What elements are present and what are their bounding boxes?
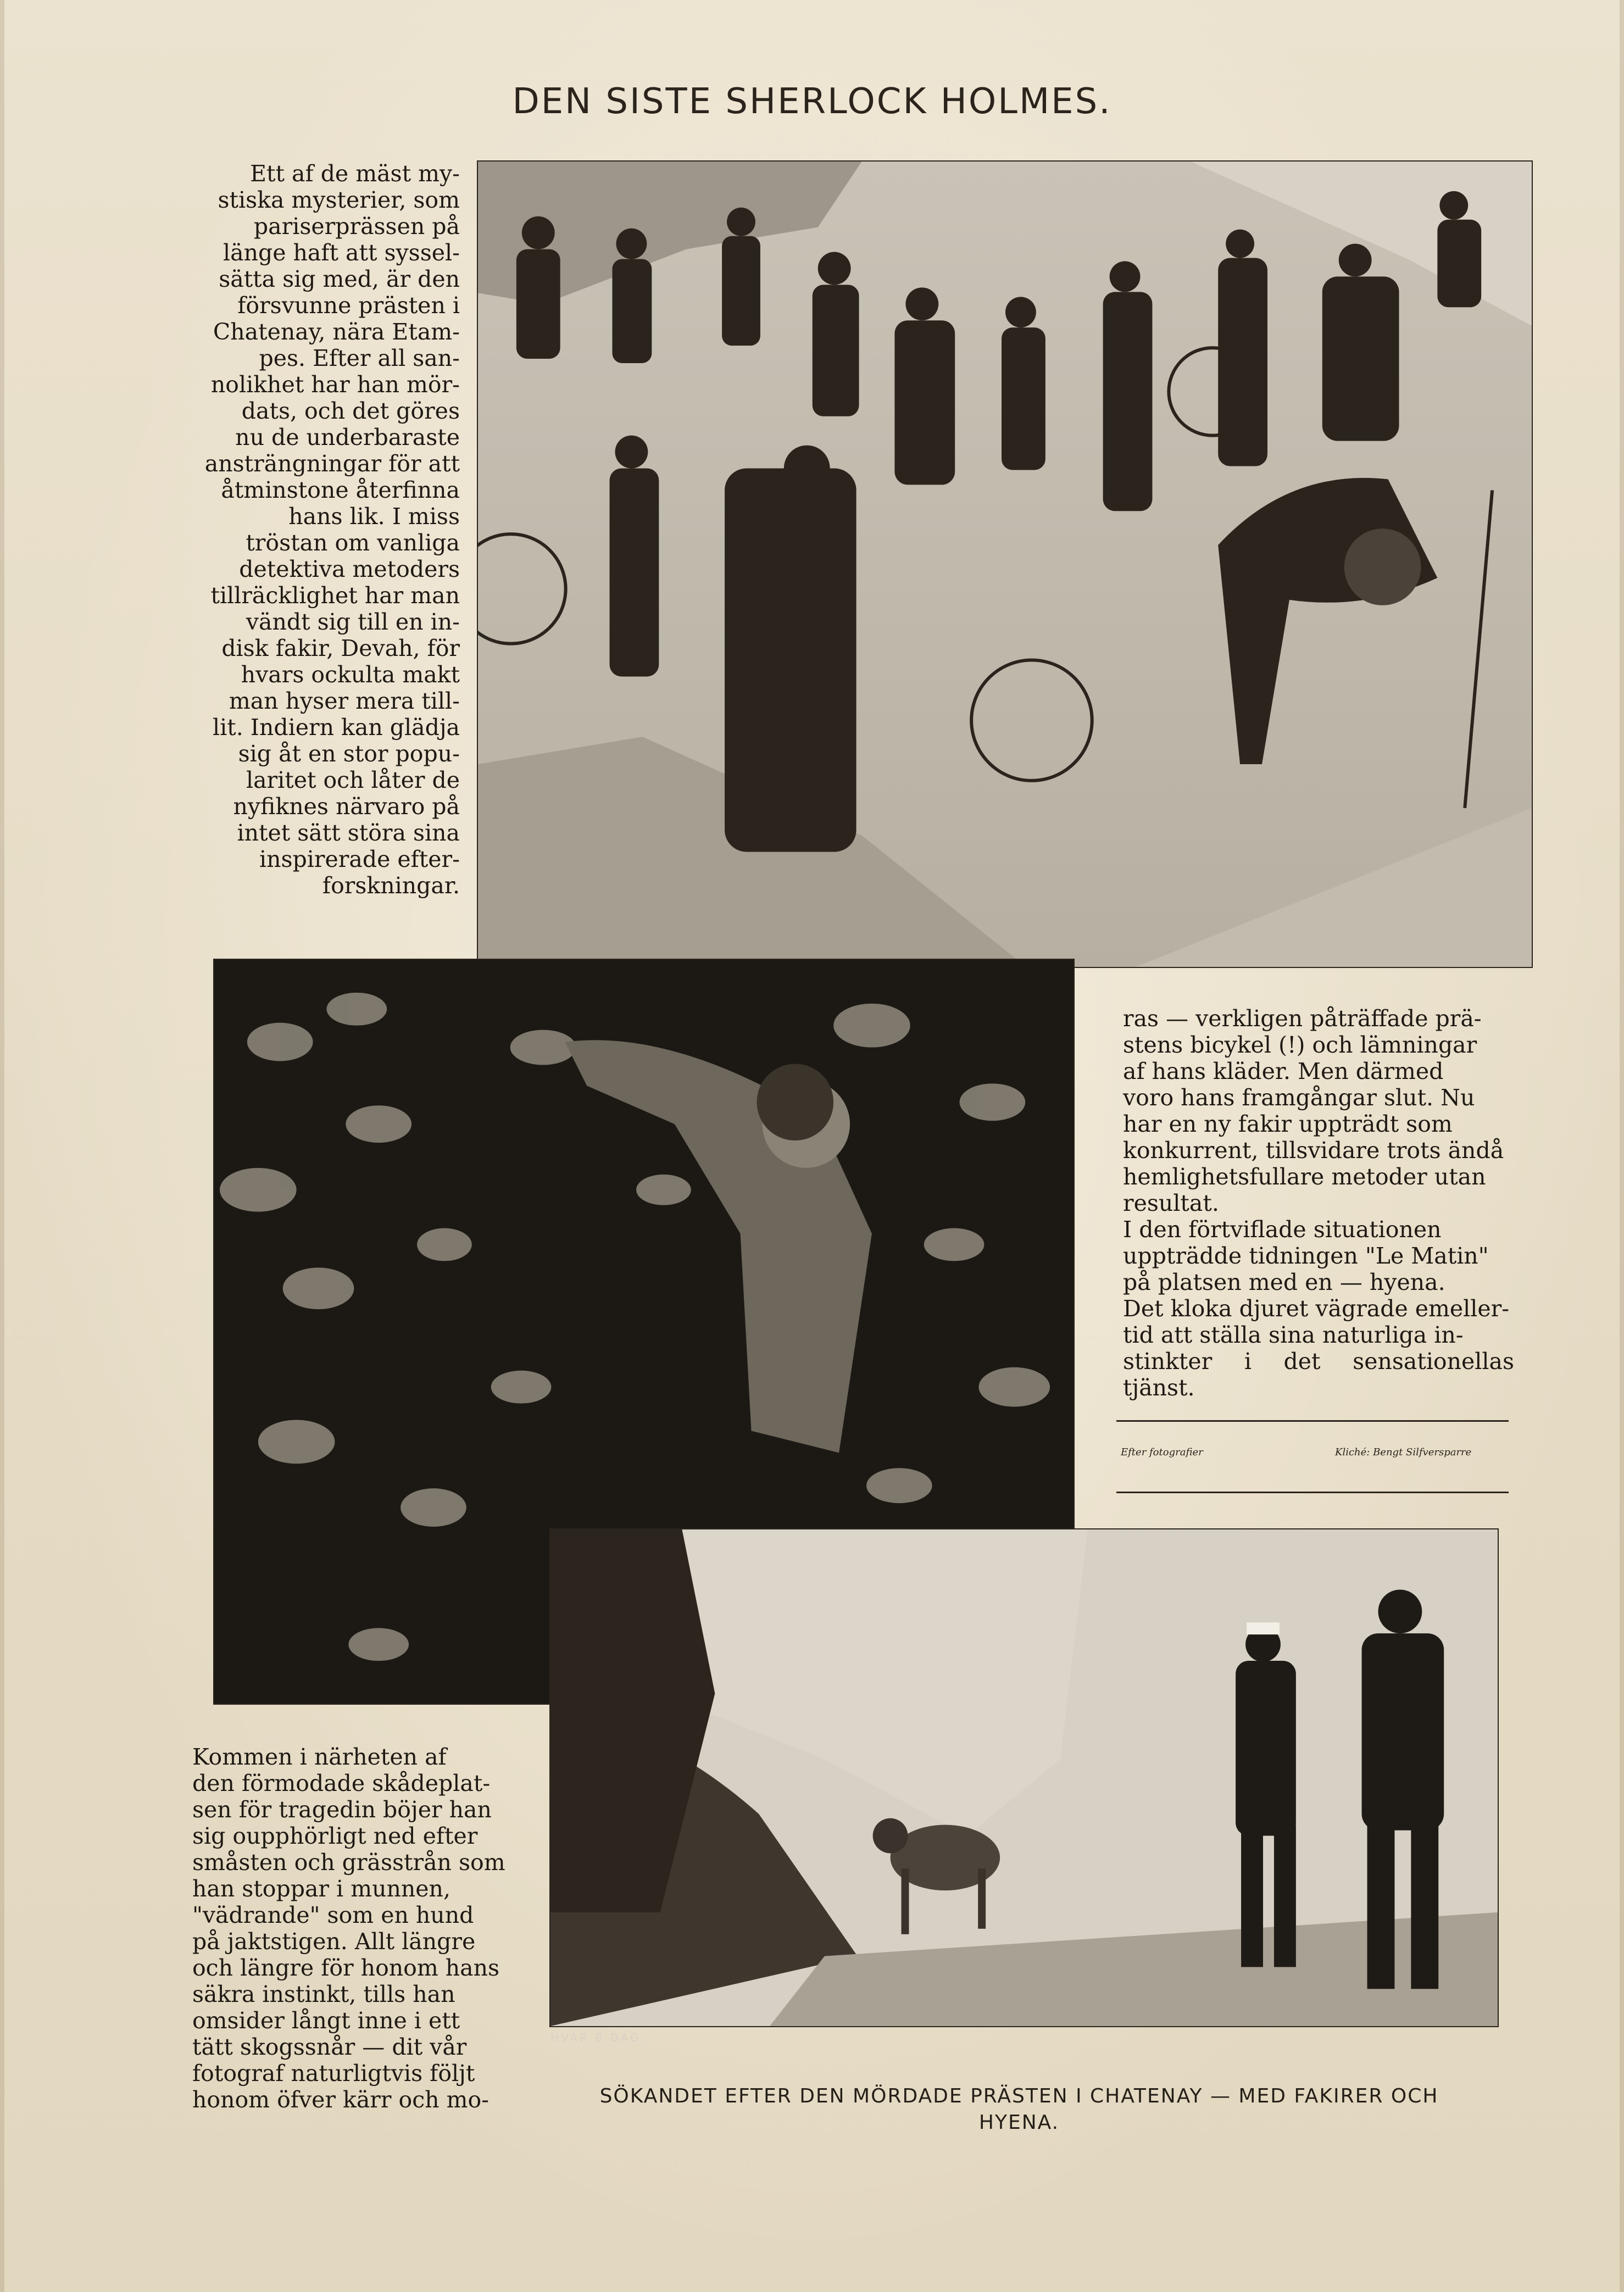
photo-plate-mark: HVAR 8 DAG. [550,2031,647,2044]
middle-text-column: ras — verkligen påträffade prä- stens bicykel (!) och lämningar af hans kläder. Men därmed voro hans framgångar slut. Nu har en ny fakir uppträdt som konkurrent, tillsvidare trots ändå hemlighetsfullare metoder utan resultat. I den förtviflade situationen uppträdde tidningen "Le Matin" på platsen med en — hyena. Det kloka djuret vägrade emeller- tid att ställa sina naturliga in- stinkter i det sensationellas tjänst. [1123,1005,1514,1401]
page-edge-right [1620,0,1624,2292]
photo-fakir-crowd [477,160,1533,968]
credit-cliche: Kliché: Bengt Silfversparre [1335,1447,1472,1458]
credit-photos: Efter fotografier [1121,1447,1203,1458]
article-title: DEN SISTE SHERLOCK HOLMES. [512,81,1112,122]
credit-rule-bottom [1116,1492,1509,1493]
bottom-text-column: Kommen i närheten af den förmodade skådeplat- sen för tragedin böjer han sig oupphörligt ned efter småsten och grässtrån som han stoppar i munnen, "vädrande" som en hund på jaktstigen. Allt längre och längre för honom hans säkra instinkt, tills han omsider långt inne i ett tätt skogssnår — dit vår fotograf naturligtvis följt honom öfver kärr och mo- [192,1744,505,2113]
crowd-photo-illustration [478,162,1532,967]
hyena-photo-illustration [550,1529,1498,2026]
photo-hyena [549,1528,1499,2027]
credit-rule-top [1116,1420,1509,1422]
intro-text-column: Ett af de mäst my- stiska mysterier, som pariserprässen på länge haft att syssel- sätta sig med, är den försvunne prästen i Chatenay, nära Etam- pes. Efter all san- nolikhet har han mör- dats, och det göres nu de underbaraste ansträngningar för att åtminstone återfinna hans lik. I miss tröstan om vanliga detektiva metoders tillräcklighet har man vändt sig till en in- disk fakir, Devah, för hvars ockulta makt man hyser mera till- lit. Indiern kan glädja sig åt en stor popu- laritet och låter de nyfiknes närvaro på intet sätt störa sina inspirerade efter- forskningar. [204,160,460,899]
page-edge-left [0,0,4,2292]
photo-caption: SÖKANDET EFTER DEN MÖRDADE PRÄSTEN I CHATENAY — MED FAKIRER OCH HYENA. [599,2085,1439,2134]
